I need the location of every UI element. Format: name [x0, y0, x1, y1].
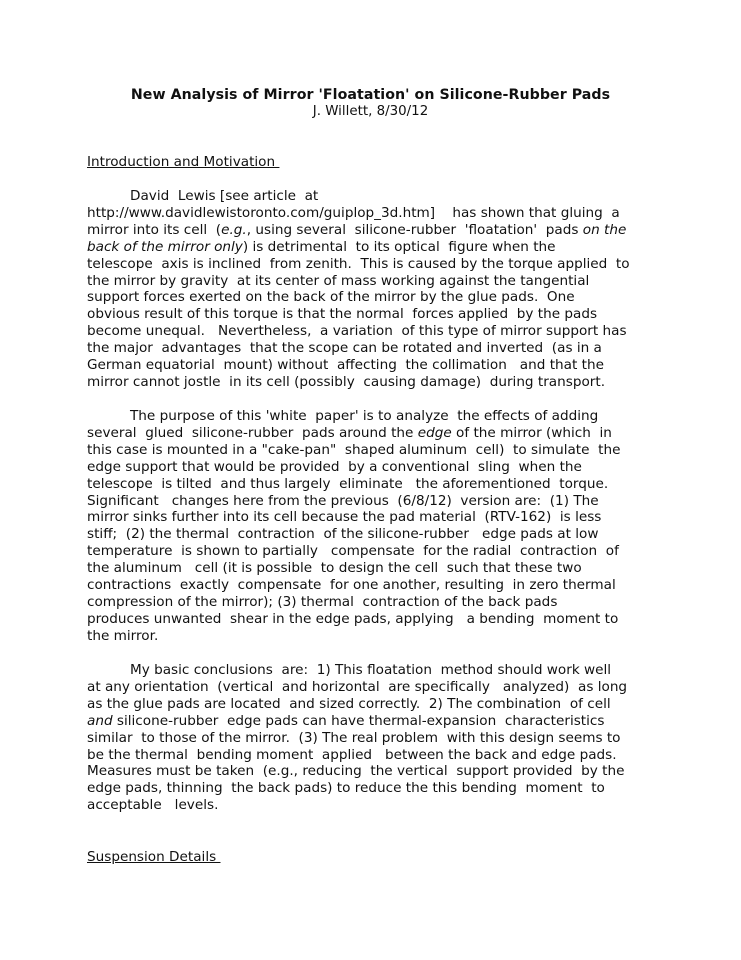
text-line: The purpose of this 'white paper' is to analyze the effects of adding [130, 408, 599, 424]
text-line: the aluminum cell (it is possible to design the cell such that these two [87, 560, 582, 577]
section-heading-introduction: Introduction and Motivation [87, 154, 280, 170]
text-line: the mirror by gravity at its center of mass working against the tangential [87, 272, 590, 289]
text-line: back of the mirror only) is detrimental to its optical figure when the [87, 238, 556, 255]
text-line: temperature is shown to partially compensate for the radial contraction of [87, 543, 619, 560]
text-line: contractions exactly compensate for one another, resulting in zero thermal [87, 577, 616, 594]
document-title: New Analysis of Mirror 'Floatation' on Silicone-Rubber Pads [130, 87, 611, 103]
text-line: the major advantages that the scope can be rotated and inverted (as in a [87, 340, 602, 357]
title-block [0, 86, 741, 120]
text-line: compression of the mirror); (3) thermal contraction of the back pads [87, 593, 558, 610]
text-line: edge support that would be provided by a conventional sling when the [87, 458, 582, 475]
text-line: acceptable levels. [87, 797, 219, 814]
text-line: mirror cannot jostle in its cell (possibly causing damage) during transport. [87, 373, 606, 390]
text-line: produces unwanted shear in the edge pads, applying a bending moment to [87, 610, 619, 627]
text-line: Significant changes here from the previous (6/8/12) version are: (1) The [87, 492, 599, 509]
italic-text: on the [582, 221, 627, 238]
text-line: telescope axis is inclined from zenith. This is caused by the torque applied to [87, 255, 630, 272]
text-line: stiff; (2) the thermal contraction of the silicone-rubber edge pads at low [87, 526, 599, 543]
text-line: support forces exerted on the back of the mirror by the glue pads. One [87, 289, 575, 306]
text-line: Measures must be taken (e.g., reducing the vertical support provided by the [87, 763, 625, 780]
paragraph-1 [87, 188, 677, 391]
text-line: become unequal. Nevertheless, a variation of this type of mirror support has [87, 323, 627, 340]
text-line: similar to those of the mirror. (3) The real problem with this design seems to [87, 729, 621, 746]
text-line: at any orientation (vertical and horizontal are specifically analyzed) as long [87, 678, 628, 695]
text-line: mirror sinks further into its cell because the pad material (RTV-162) is less [87, 509, 602, 526]
author-date: J. Willett, 8/30/12 [312, 104, 429, 119]
text-line: and silicone-rubber edge pads can have thermal-expansion characteristics [87, 712, 605, 729]
italic-text: and [87, 712, 113, 729]
text-line: German equatorial mount) without affecting the collimation and that the [87, 357, 604, 374]
text-line: obvious result of this torque is that the normal forces applied by the pads [87, 306, 598, 323]
text-line: as the glue pads are located and sized correctly. 2) The combination of cell [87, 695, 611, 712]
italic-text: e.g. [221, 221, 247, 238]
text-line: this case is mounted in a "cake-pan" shaped aluminum cell) to simulate the [87, 441, 621, 458]
text-line: http://www.davidlewistoronto.com/guiplop_3d.htm] has shown that gluing a [87, 204, 620, 221]
text-line: several glued silicone-rubber pads around the edge of the mirror (which in [87, 424, 612, 441]
italic-text: back of the mirror only [87, 238, 243, 255]
text-line: mirror into its cell (e.g., using several silicone-rubber 'floatation' pads on the [87, 221, 627, 238]
paragraph-3 [87, 662, 677, 814]
text-line: telescope is tilted and thus largely eliminate the aforementioned torque. [87, 475, 609, 492]
text-line: edge pads, thinning the back pads) to reduce the this bending moment to [87, 780, 605, 797]
text-line: be the thermal bending moment applied between the back and edge pads. [87, 746, 617, 763]
italic-text: edge [417, 424, 452, 441]
paragraph-2 [87, 408, 677, 645]
text-line: David Lewis [see article at [130, 188, 319, 204]
text-line: My basic conclusions are: 1) This floatation method should work well [130, 662, 612, 678]
section-heading-suspension: Suspension Details [87, 849, 221, 865]
text-line: the mirror. [87, 627, 159, 644]
